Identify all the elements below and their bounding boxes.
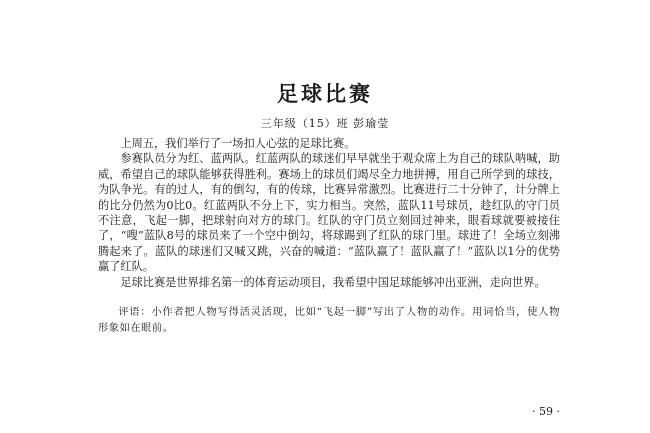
article-body (98, 136, 560, 290)
paragraph-intro: 上周五，我们举行了一场扣人心弦的足球比赛。 (120, 137, 356, 150)
paragraph-conclusion: 足球比赛是世界排名第一的体育运动项目，我希望中国足球能够冲出亚洲，走向世界。 (120, 275, 546, 289)
page-number: · 59 · (532, 405, 560, 418)
author-byline: 三年级（15）班 彭瑜莹 (260, 117, 390, 130)
teacher-comment (98, 305, 560, 336)
paragraph-match: 参赛队员分为红、蓝两队。红蓝两队的球迷们早早就坐于观众席上为自己的球队呐喊，助威，希望自己的球队能够获得胜利。赛场上的球员们竭尽全力地拼搏，用自己所学到的球技，为队争光。有的过人，有的倒勾，有的传球，比赛异常激烈。比赛进行二十分钟了，计分牌上的比分仍然为0比0。红蓝两队不分上下，实力相当。突然，蓝队11号球员，趁红队的守门员不注意，飞起一脚，把球射向对方的球门。红队的守门员立刻回过神来，眼看球就要被接住了，“嗖”蓝队8号的球员来了一个空中倒勾，将球踢到了红队的球门里。球进了！全场立刻沸腾起来了。蓝队的球迷们又喊又跳，兴奋的喊道：“蓝队赢了！蓝队赢了！”蓝队以1分的优势赢了红队。 (98, 152, 560, 274)
comment-text: 评语：小作者把人物写得活灵活现，比如“飞起一脚”写出了人物的动作。用词恰当，使人物形象如在眼前。 (98, 307, 560, 334)
article-title: 足球比赛 (277, 82, 373, 106)
